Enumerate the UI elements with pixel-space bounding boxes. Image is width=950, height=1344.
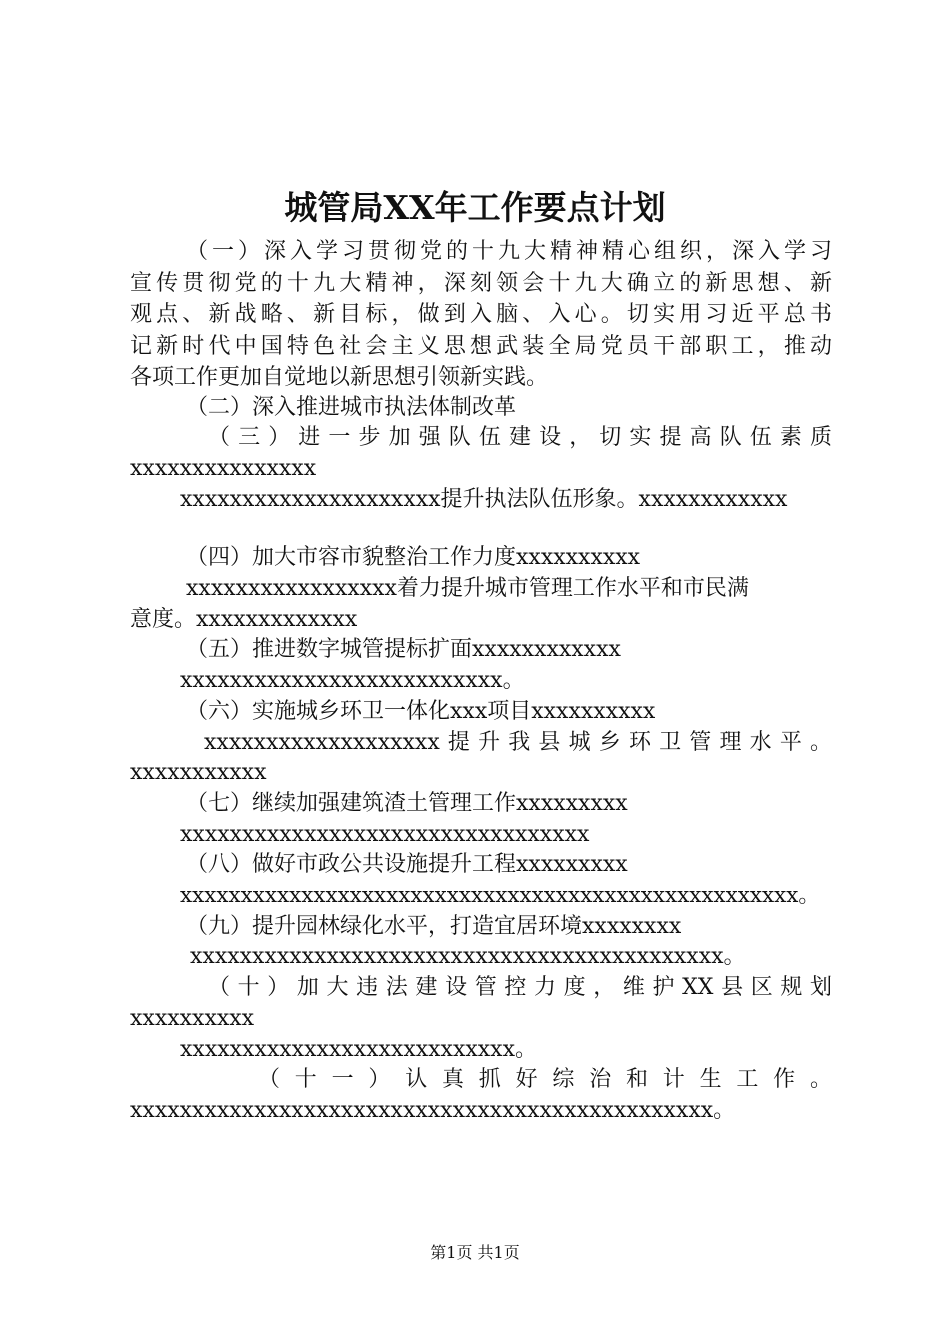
paragraph-9-line-1: （九）提升园林绿化水平，打造宜居环境xxxxxxxx: [186, 914, 682, 939]
paragraph-6-line-2: xxxxxxxxxxxxxxxxxxx提升我县城乡环卫管理水平。: [204, 730, 832, 755]
paragraph-2: （二）深入推进城市执法体制改革: [186, 395, 517, 420]
paragraph-1-line-4: 记新时代中国特色社会主义思想武装全局党员干部职工，推动: [130, 334, 832, 359]
paragraph-6-line-3: xxxxxxxxxxx: [130, 760, 267, 785]
paragraph-11-line-1: （十一）认真抓好综治和计生工作。: [258, 1067, 832, 1092]
paragraph-9-line-2: xxxxxxxxxxxxxxxxxxxxxxxxxxxxxxxxxxxxxxxxxxx。: [190, 944, 746, 969]
paragraph-1-line-1: （一）深入学习贯彻党的十九大精神精心组织，深入学习: [186, 239, 832, 264]
paragraph-1-line-5: 各项工作更加自觉地以新思想引领新实践。: [130, 365, 549, 390]
paragraph-10-line-3: xxxxxxxxxxxxxxxxxxxxxxxxxxx。: [180, 1037, 537, 1062]
paragraph-10-line-2: xxxxxxxxxx: [130, 1006, 255, 1031]
paragraph-4-line-2: xxxxxxxxxxxxxxxxx着力提升城市管理工作水平和市民满: [186, 576, 749, 601]
paragraph-4-line-3: 意度。xxxxxxxxxxxxx: [130, 607, 358, 632]
page-footer: 第1页 共1页: [430, 1243, 520, 1262]
paragraph-8-line-1: （八）做好市政公共设施提升工程xxxxxxxxx: [186, 852, 628, 877]
paragraph-3-line-1: （三）进一步加强队伍建设，切实提高队伍素质: [208, 425, 832, 450]
paragraph-11-line-2: xxxxxxxxxxxxxxxxxxxxxxxxxxxxxxxxxxxxxxxxxxxxxxx。: [130, 1098, 736, 1123]
paragraph-1-line-3: 观点、新战略、新目标，做到入脑、入心。切实用习近平总书: [130, 302, 832, 327]
paragraph-3-line-3: xxxxxxxxxxxxxxxxxxxxx提升执法队伍形象。xxxxxxxxxxxx: [180, 487, 788, 512]
paragraph-8-line-2: xxxxxxxxxxxxxxxxxxxxxxxxxxxxxxxxxxxxxxxxxxxxxxxxxxx。: [180, 883, 820, 908]
paragraph-7-line-1: （七）继续加强建筑渣土管理工作xxxxxxxxx: [186, 791, 628, 816]
paragraph-6-line-1: （六）实施城乡环卫一体化xxx项目xxxxxxxxxx: [186, 699, 656, 724]
paragraph-1-line-2: 宣传贯彻党的十九大精神，深刻领会十九大确立的新思想、新: [130, 271, 832, 296]
paragraph-4-line-1: （四）加大市容市貌整治工作力度xxxxxxxxxx: [186, 545, 641, 570]
paragraph-5-line-1: （五）推进数字城管提标扩面xxxxxxxxxxxx: [186, 637, 621, 662]
paragraph-3-line-2: xxxxxxxxxxxxxxx: [130, 456, 317, 481]
paragraph-7-line-2: xxxxxxxxxxxxxxxxxxxxxxxxxxxxxxxxx: [180, 822, 590, 847]
paragraph-5-line-2: xxxxxxxxxxxxxxxxxxxxxxxxxx。: [180, 668, 525, 693]
paragraph-10-line-1: （十）加大违法建设管控力度，维护XX县区规划: [208, 975, 832, 1000]
document-title: 城管局XX年工作要点计划: [284, 188, 666, 227]
